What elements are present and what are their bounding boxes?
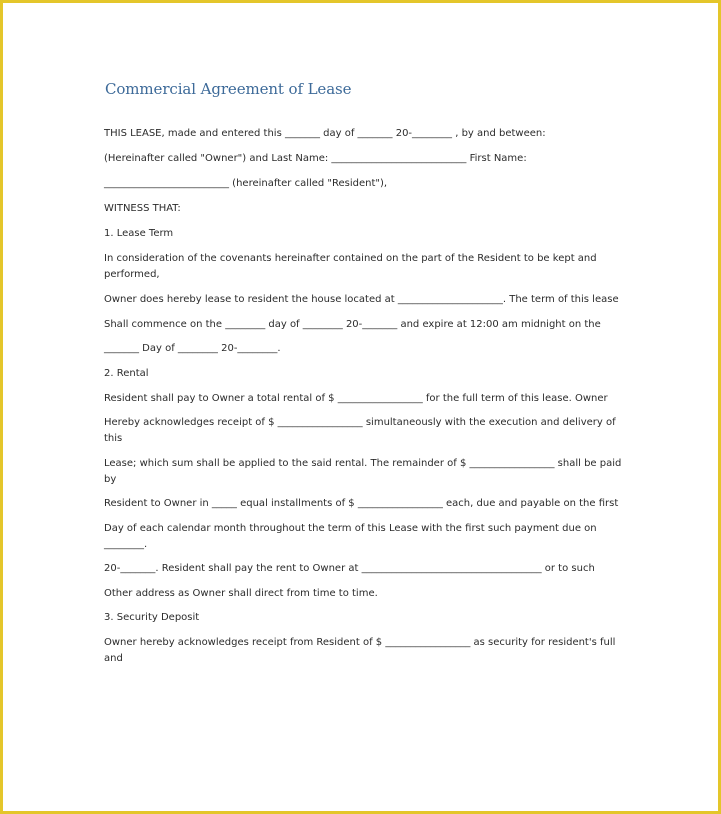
house-location-paragraph: Owner does hereby lease to resident the house located at _____________________. The term of this lease (104, 294, 619, 305)
owner-name-line: (Hereinafter called "Owner") and Last Name: ___________________________ First Name: (104, 153, 527, 164)
witness-heading: WITNESS THAT: (104, 203, 181, 214)
document-title: Commercial Agreement of Lease (105, 80, 352, 98)
receipt-paragraph: Hereby acknowledges receipt of $ _________________ simultaneously with the execution and delivery of this (104, 417, 616, 444)
commencement-line: Shall commence on the ________ day of ________ 20-_______ and expire at 12:00 am midnight on the (104, 319, 601, 330)
lease-intro-paragraph: THIS LEASE, made and entered this _______ day of _______ 20-________ , by and between: (104, 128, 546, 139)
document-body (104, 126, 624, 667)
other-address-line: Other address as Owner shall direct from time to time. (104, 588, 378, 599)
expiry-date-line: _______ Day of ________ 20-________. (104, 343, 281, 354)
installments-paragraph: Resident to Owner in _____ equal installments of $ _________________ each, due and payable on the first (104, 498, 619, 509)
resident-name-line: _________________________ (hereinafter called "Resident"), (104, 178, 388, 189)
section-heading-security-deposit: 3. Security Deposit (104, 612, 200, 623)
security-deposit-paragraph: Owner hereby acknowledges receipt from Resident of $ _________________ as security for resident's full and (104, 637, 616, 664)
remainder-paragraph: Lease; which sum shall be applied to the said rental. The remainder of $ _________________ shall be paid by (104, 458, 622, 485)
section-heading-lease-term: 1. Lease Term (104, 228, 174, 239)
total-rental-line: Resident shall pay to Owner a total rental of $ _________________ for the full term of this lease. Owner (104, 393, 608, 404)
section-heading-rental: 2. Rental (104, 368, 149, 379)
covenants-paragraph: In consideration of the covenants hereinafter contained on the part of the Resident to be kept and performed, (104, 253, 597, 280)
monthly-payment-paragraph: Day of each calendar month throughout the term of this Lease with the first such payment due on ________. (104, 523, 597, 550)
rent-address-line: 20-_______. Resident shall pay the rent to Owner at ____________________________________ or to such (104, 563, 595, 574)
